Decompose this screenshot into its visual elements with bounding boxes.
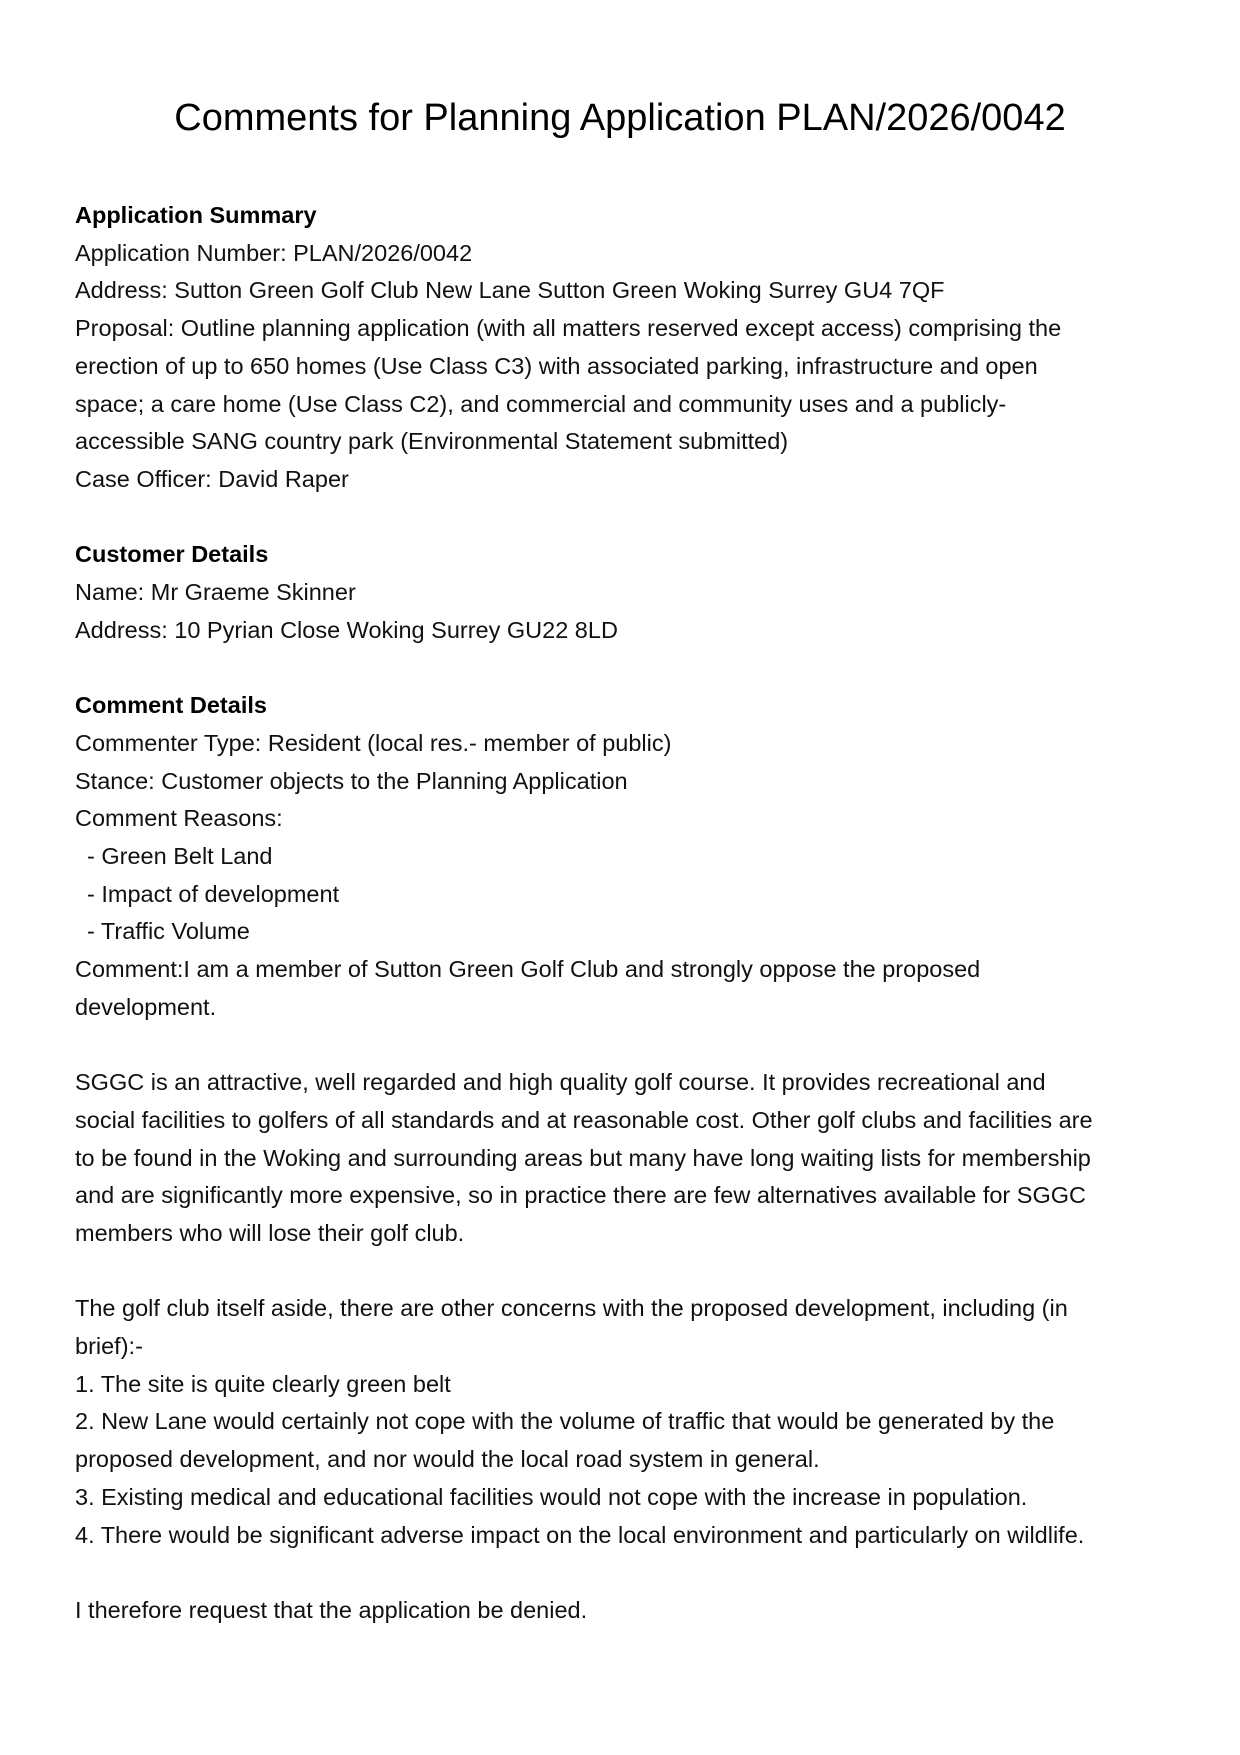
concern-item: 4. There would be significant adverse impact on the local environment and particularly on wildlife.	[75, 1521, 1085, 1548]
section-spacer	[75, 499, 1175, 537]
application-number: Application Number: PLAN/2026/0042	[75, 239, 473, 266]
proposal-line: Proposal: Outline planning application (with all matters reserved except access) comprising the	[75, 315, 1062, 342]
comment-line: brief):-	[75, 1333, 143, 1360]
paragraph-spacer	[75, 1554, 1175, 1592]
proposal-text	[75, 310, 1175, 461]
comment-line: SGGC is an attractive, well regarded and high quality golf course. It provides recreational and	[75, 1069, 1046, 1096]
comment-reason-item: - Green Belt Land	[87, 842, 273, 869]
comment-line: development.	[75, 993, 217, 1020]
comment-paragraph-3	[75, 1290, 1175, 1554]
paragraph-spacer	[75, 1026, 1175, 1064]
comment-reasons-label: Comment Reasons:	[75, 805, 283, 832]
application-summary-heading: Application Summary	[75, 202, 317, 228]
comment-text	[75, 951, 1175, 1026]
proposal-line: accessible SANG country park (Environmental Statement submitted)	[75, 428, 789, 455]
document-body	[75, 197, 1175, 1630]
customer-address: Address: 10 Pyrian Close Woking Surrey GU22 8LD	[75, 616, 618, 643]
application-summary-section	[75, 197, 1175, 499]
proposal-line: erection of up to 650 homes (Use Class C3) with associated parking, infrastructure and open	[75, 352, 1038, 379]
comment-line: and are significantly more expensive, so in practice there are few alternatives available for SGGC	[75, 1182, 1086, 1209]
comment-line: members who will lose their golf club.	[75, 1219, 465, 1246]
comment-details-section	[75, 687, 1175, 1630]
section-spacer	[75, 649, 1175, 687]
concern-item: 1. The site is quite clearly green belt	[75, 1370, 451, 1397]
proposal-line: space; a care home (Use Class C2), and commercial and community uses and a publicly-	[75, 390, 1007, 417]
comment-line: to be found in the Woking and surrounding areas but many have long waiting lists for membership	[75, 1144, 1091, 1171]
customer-details-section	[75, 536, 1175, 649]
customer-name: Name: Mr Graeme Skinner	[75, 579, 356, 606]
application-address: Address: Sutton Green Golf Club New Lane Sutton Green Woking Surrey GU4 7QF	[75, 277, 945, 304]
comment-reason-item: - Traffic Volume	[87, 918, 250, 945]
comment-line: The golf club itself aside, there are other concerns with the proposed development, including (in	[75, 1295, 1068, 1322]
concern-item: 3. Existing medical and educational facilities would not cope with the increase in population.	[75, 1483, 1028, 1510]
concern-item: 2. New Lane would certainly not cope with the volume of traffic that would be generated by the	[75, 1408, 1055, 1435]
page-title: Comments for Planning Application PLAN/2026/0042	[174, 97, 1066, 139]
commenter-type: Commenter Type: Resident (local res.- member of public)	[75, 729, 672, 756]
concern-item-continued: proposed development, and nor would the local road system in general.	[75, 1446, 820, 1473]
comment-line: Comment:I am a member of Sutton Green Golf Club and strongly oppose the proposed	[75, 956, 981, 983]
stance: Stance: Customer objects to the Planning Application	[75, 767, 628, 794]
customer-details-heading: Customer Details	[75, 541, 269, 568]
comment-line: social facilities to golfers of all standards and at reasonable cost. Other golf clubs and facilities are	[75, 1106, 1093, 1133]
comment-reason-item: - Impact of development	[87, 880, 340, 907]
case-officer: Case Officer: David Raper	[75, 465, 349, 492]
comment-details-heading: Comment Details	[75, 692, 267, 719]
paragraph-spacer	[75, 1253, 1175, 1291]
closing-statement: I therefore request that the application be denied.	[75, 1596, 588, 1623]
comment-paragraph-2	[75, 1064, 1175, 1253]
